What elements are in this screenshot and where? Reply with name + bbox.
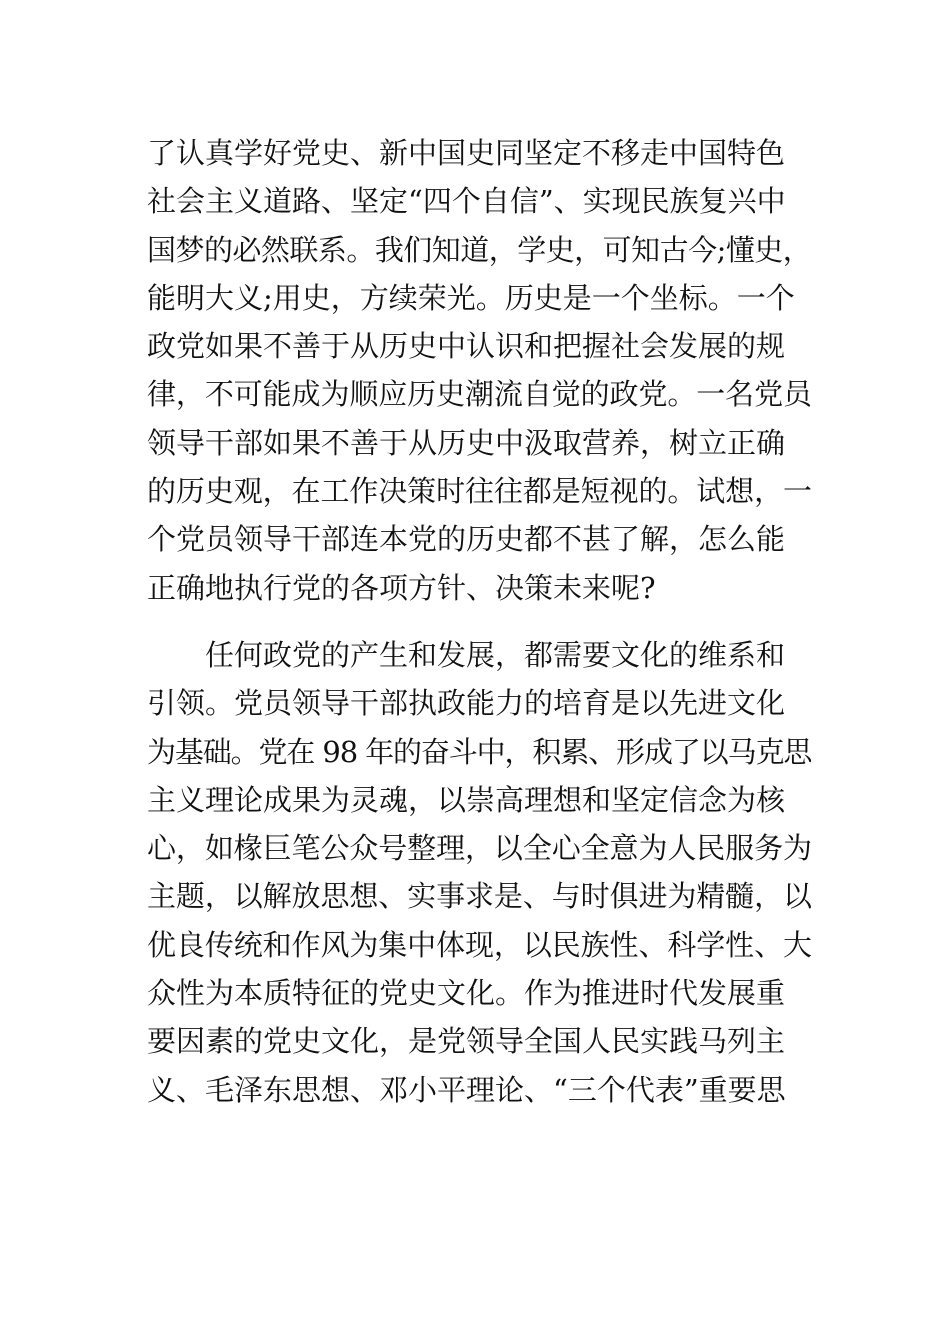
text-line: 领导干部如果不善于从历史中汲取营养，树立正确 bbox=[147, 425, 786, 460]
text-line: 能明大义;用史，方续荣光。历史是一个坐标。一个 bbox=[147, 280, 795, 315]
text-line: 要因素的党史文化，是党领导全国人民实践马列主 bbox=[147, 1024, 786, 1059]
text-line: 优良传统和作风为集中体现，以民族性、科学性、大 bbox=[147, 927, 812, 962]
text-line: 律，不可能成为顺应历史潮流自觉的政党。一名党员 bbox=[147, 377, 812, 412]
text-line: 引领。党员领导干部执政能力的培育是以先进文化 bbox=[147, 686, 786, 721]
text-line: 众性为本质特征的党史文化。作为推进时代发展重 bbox=[147, 976, 786, 1011]
text-line: 国梦的必然联系。我们知道，学史，可知古今;懂史， bbox=[147, 232, 812, 267]
text-line: 的历史观，在工作决策时往往都是短视的。试想，一 bbox=[147, 474, 812, 509]
text-line: 正确地执行党的各项方针、决策未来呢? bbox=[147, 570, 656, 605]
text-line: 了认真学好党史、新中国史同坚定不移走中国特色 bbox=[147, 136, 786, 170]
text-line: 社会主义道路、坚定“四个自信”、实现民族复兴中 bbox=[147, 184, 786, 219]
text-line: 为基础。党在 98 年的奋斗中，积累、形成了以马克思 bbox=[147, 734, 812, 769]
text-line: 主题，以解放思想、实事求是、与时俱进为精髓，以 bbox=[147, 879, 812, 914]
paragraph-1 bbox=[147, 129, 812, 612]
text-line: 主义理论成果为灵魂，以崇高理想和坚定信念为核 bbox=[147, 782, 786, 817]
text-line: 任何政党的产生和发展，都需要文化的维系和 bbox=[147, 638, 786, 672]
text-line: 个党员领导干部连本党的历史都不甚了解，怎么能 bbox=[147, 522, 786, 557]
text-line: 政党如果不善于从历史中认识和把握社会发展的规 bbox=[147, 329, 786, 364]
text-line: 义、毛泽东思想、邓小平理论、“三个代表”重要思 bbox=[147, 1072, 786, 1107]
text-line: 心，如椽巨笔公众号整理，以全心全意为人民服务为 bbox=[147, 831, 812, 866]
paragraph-2 bbox=[147, 631, 812, 1114]
